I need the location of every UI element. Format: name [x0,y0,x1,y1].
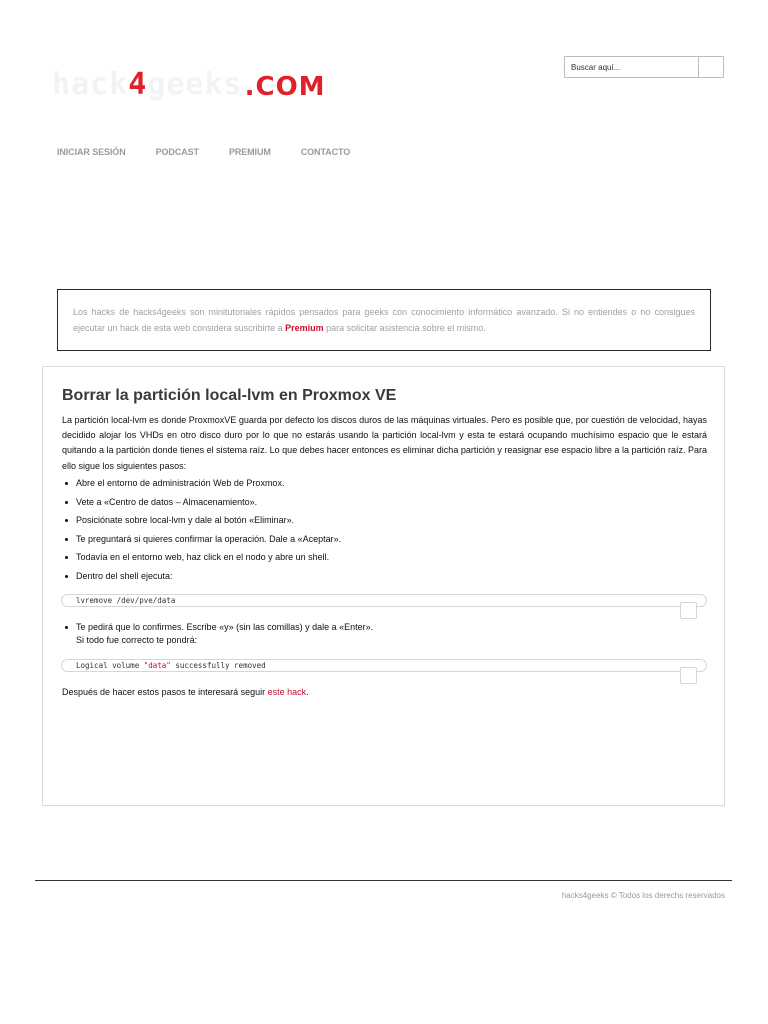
steps-list [64,478,341,590]
notice-text-start: Los hacks de hacks4geeks son minitutoriales rápidos pensados para geeks con conocimiento informático avanzado. Si no entiendes o no consigues ejecutar un hack de esta web considera suscribirte a [73,307,695,333]
code-block-lvremove[interactable] [61,594,707,607]
list-item: Abre el entorno de administración Web de Proxmox. [64,478,341,497]
code-copy-button[interactable] [680,602,697,619]
list-item: Vete a «Centro de datos – Almacenamiento». [64,497,341,516]
este-hack-link[interactable]: este hack [267,687,307,697]
footer-copyright: hacks4geeks © Todos los derechs reservados [561,891,725,900]
logo-part-4: 4 [128,67,148,102]
logo-part-hack: hack [52,67,129,102]
nav-item-login[interactable]: INICIAR SESIÓN [57,147,126,157]
list-item: Te preguntará si quieres confirmar la operación. Dale a «Aceptar». [64,534,341,553]
search-box [564,56,724,78]
info-notice [57,289,711,351]
code-string: "data" [143,661,171,670]
article-card [42,366,725,806]
code-block-output[interactable] [61,659,707,672]
search-button[interactable] [698,57,723,77]
list-item [64,622,374,645]
logo-part-geeks: geeks [147,67,243,102]
code-text: lvremove /dev/pve/data [76,596,176,605]
main-nav [57,147,380,157]
search-input[interactable] [565,57,698,77]
list-item: Todavía en el entorno web, haz click en el nodo y abre un shell. [64,552,341,571]
premium-link[interactable]: Premium [285,323,324,333]
site-logo[interactable] [52,62,326,102]
step-confirm-text: Te pedirá que lo confirmes. Escribe «y» (sin las comillas) y dale a «Enter». [76,622,374,632]
list-item: Dentro del shell ejecuta: [64,571,341,590]
code-text-after: successfully removed [170,661,266,670]
nav-item-podcast[interactable]: PODCAST [155,147,199,157]
step-confirm-subtext: Si todo fue correcto te pondrá: [76,635,198,645]
after-text [62,687,309,697]
after-text-start: Después de hacer estos pasos te interesará seguir [62,687,268,697]
code-copy-button[interactable] [680,667,697,684]
notice-text-end: para solicitar asistencia sobre el mismo. [323,323,486,333]
steps-list-continued [64,622,374,645]
list-item: Posiciónate sobre local-lvm y dale al botón «Eliminar». [64,515,341,534]
nav-item-contact[interactable]: CONTACTO [300,147,351,157]
footer-divider [35,880,732,881]
code-text-before: Logical volume [76,661,144,670]
nav-item-premium[interactable]: PREMIUM [228,147,271,157]
article-intro: La partición local-lvm es donde ProxmoxVE guarda por defecto los discos duros de las máquinas virtuales. Pero es posible que, por cuestión de velocidad, hayas decidido alojar los VHDs en otro disco duro por lo que no estarás usando la partición local-lvm y esta te estará ocupando muchísimo espacio que le estará quitando a la partición donde tienes el sistema raíz. Lo que debes hacer entonces es eliminar dicha partición y reasignar ese espacio libre a la partición raíz. Para ello sigue los siguientes pasos: [62,415,707,471]
logo-part-com: .COM [244,72,326,102]
article-title: Borrar la partición local-lvm en Proxmox VE [62,387,397,404]
after-text-end: . [306,687,309,697]
